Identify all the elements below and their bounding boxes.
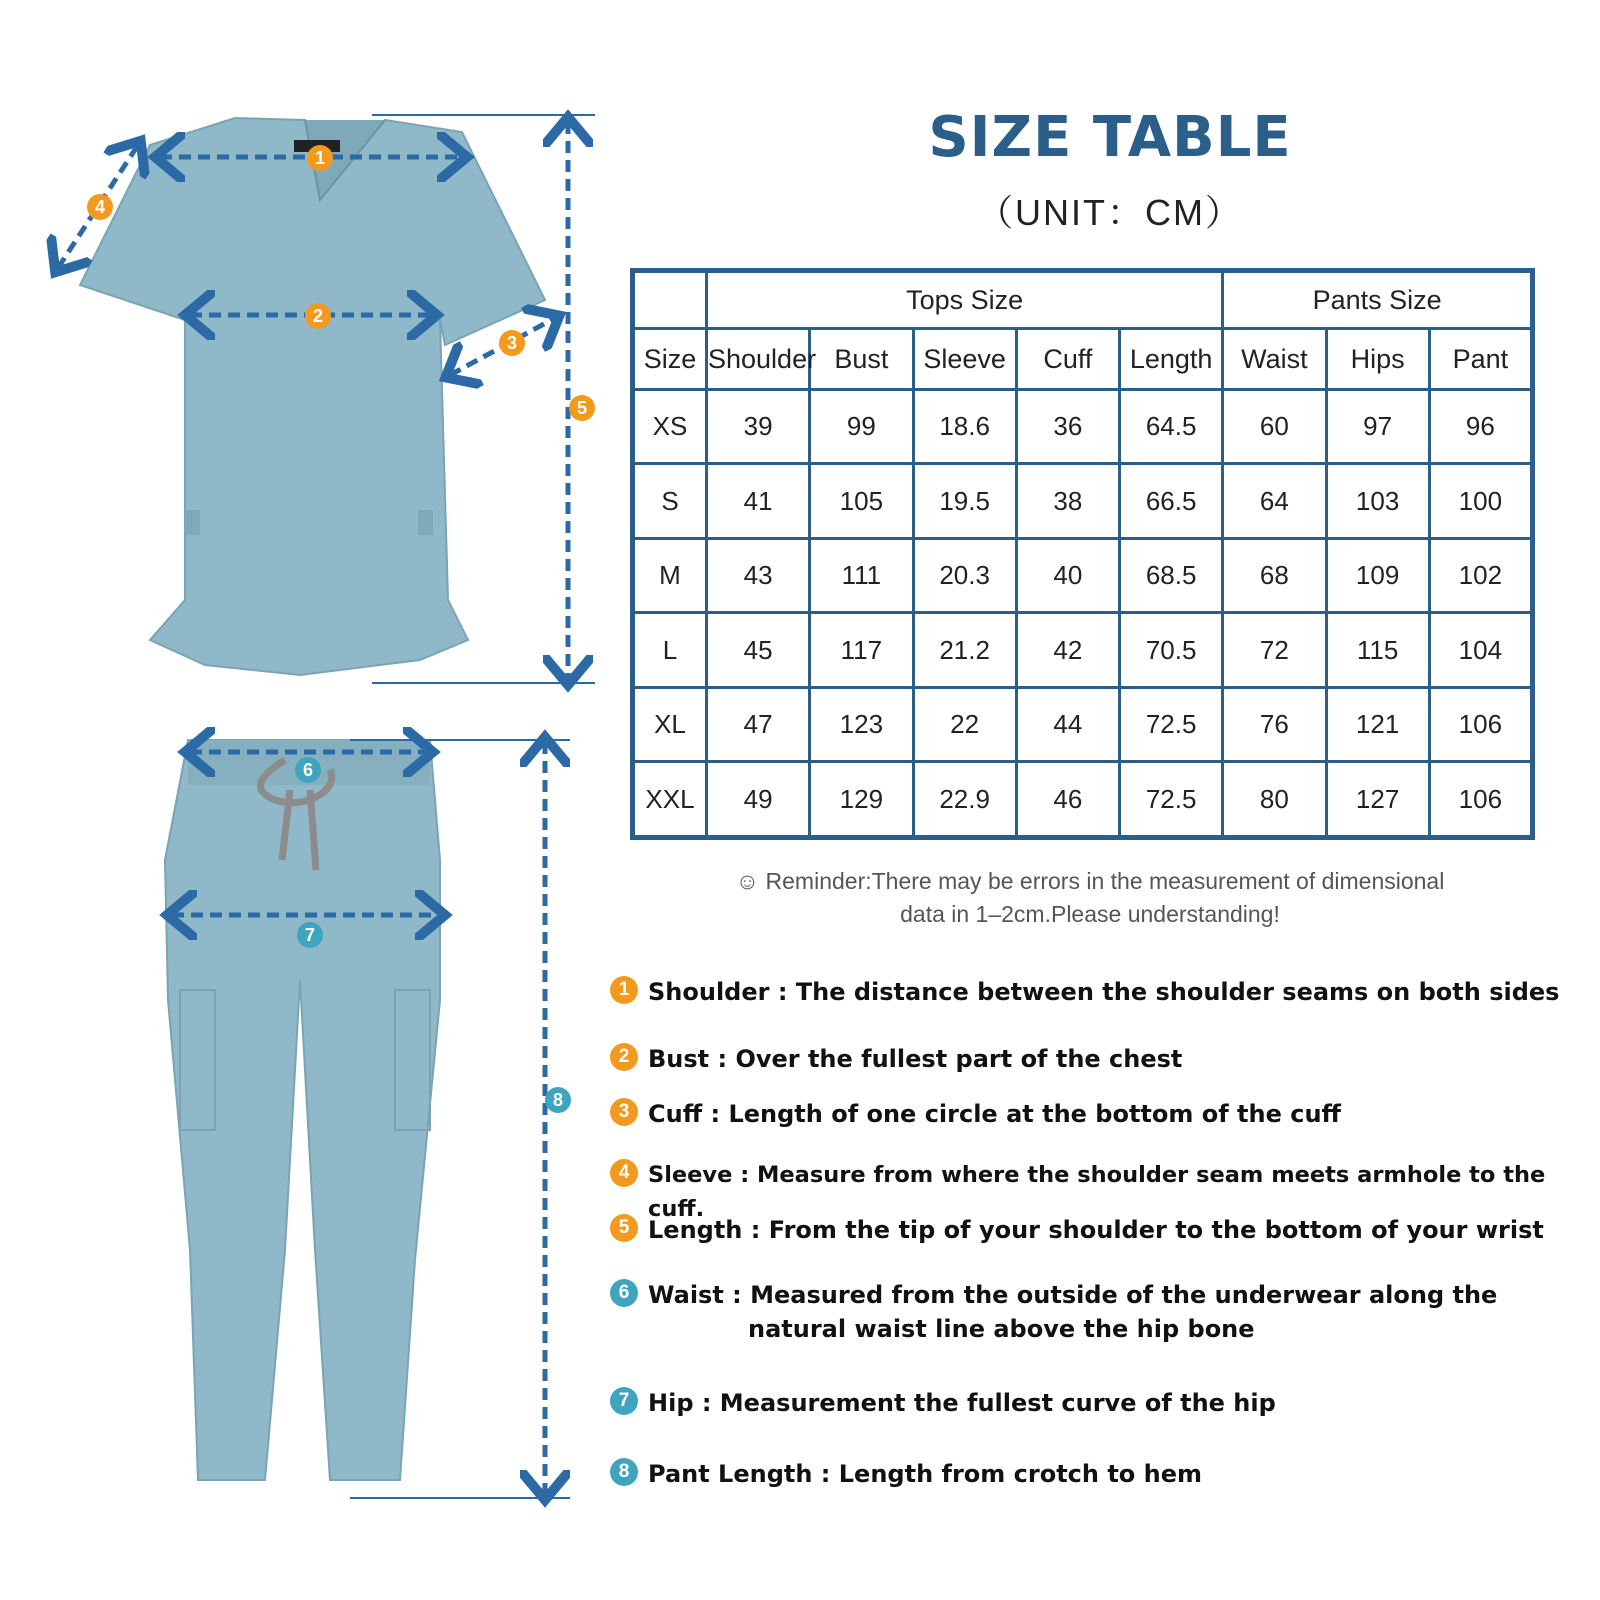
svg-text:8: 8 — [552, 1090, 564, 1110]
svg-text:6: 6 — [302, 760, 314, 780]
table-cell: 123 — [810, 687, 913, 761]
col-hips: Hips — [1326, 329, 1429, 390]
number-badge: 1 — [610, 976, 638, 1004]
garment-illustration — [0, 0, 620, 1600]
table-cell: 72 — [1223, 613, 1326, 687]
col-waist: Waist — [1223, 329, 1326, 390]
table-cell: 46 — [1016, 762, 1119, 838]
table-row — [633, 538, 1533, 612]
marker-3 — [499, 330, 525, 356]
marker-2 — [305, 303, 331, 329]
table-cell: 68 — [1223, 538, 1326, 612]
size-table — [630, 268, 1535, 840]
svg-text:7: 7 — [304, 925, 316, 945]
table-cell: 104 — [1429, 613, 1532, 687]
table-cell: 42 — [1016, 613, 1119, 687]
table-cell: 43 — [707, 538, 810, 612]
note-pant-length — [610, 1457, 1202, 1491]
number-badge: 2 — [610, 1043, 638, 1071]
number-badge: 4 — [610, 1159, 638, 1187]
marker-6 — [295, 757, 321, 783]
marker-7 — [297, 922, 323, 948]
note-text: Hip : Measurement the fullest curve of the hip — [648, 1389, 1276, 1417]
tops-size-header: Tops Size — [707, 271, 1223, 329]
table-cell: 22 — [913, 687, 1016, 761]
table-cell: 64 — [1223, 464, 1326, 538]
table-cell: 21.2 — [913, 613, 1016, 687]
table-cell: 106 — [1429, 687, 1532, 761]
table-cell: 20.3 — [913, 538, 1016, 612]
note-bust — [610, 1042, 1182, 1076]
table-cell: 36 — [1016, 390, 1119, 464]
column-header-row — [633, 329, 1533, 390]
reminder-note — [660, 865, 1520, 931]
note-text: Bust : Over the fullest part of the chest — [648, 1045, 1183, 1073]
table-cell: 97 — [1326, 390, 1429, 464]
table-cell: 18.6 — [913, 390, 1016, 464]
table-cell: 99 — [810, 390, 913, 464]
note-text: Shoulder : The distance between the shoulder seams on both sides — [648, 978, 1560, 1006]
table-row — [633, 464, 1533, 538]
table-cell: 106 — [1429, 762, 1532, 838]
col-pant: Pant — [1429, 329, 1532, 390]
table-cell: 100 — [1429, 464, 1532, 538]
reminder-line-2: data in 1–2cm.Please understanding! — [900, 901, 1280, 927]
table-cell: 68.5 — [1120, 538, 1223, 612]
table-cell: 105 — [810, 464, 913, 538]
table-cell: 129 — [810, 762, 913, 838]
table-cell: 76 — [1223, 687, 1326, 761]
table-cell: 70.5 — [1120, 613, 1223, 687]
scrub-top — [80, 118, 545, 675]
note-text: Length : From the tip of your shoulder to the bottom of your wrist — [648, 1216, 1544, 1244]
table-cell: M — [633, 538, 707, 612]
table-cell: 47 — [707, 687, 810, 761]
reminder-line-1: ☺ Reminder:There may be errors in the measurement of dimensional — [735, 868, 1445, 894]
table-cell: 45 — [707, 613, 810, 687]
svg-text:2: 2 — [312, 306, 324, 326]
table-row — [633, 390, 1533, 464]
note-text: Cuff : Length of one circle at the bottom of the cuff — [648, 1100, 1341, 1128]
table-cell: 39 — [707, 390, 810, 464]
table-row — [633, 613, 1533, 687]
note-shoulder — [610, 975, 1559, 1009]
table-cell: 117 — [810, 613, 913, 687]
col-bust: Bust — [810, 329, 913, 390]
table-cell: 60 — [1223, 390, 1326, 464]
group-blank-cell — [633, 271, 707, 329]
table-cell: 102 — [1429, 538, 1532, 612]
group-header-row — [633, 271, 1533, 329]
table-cell: 72.5 — [1120, 687, 1223, 761]
table-cell: S — [633, 464, 707, 538]
note-text — [648, 1278, 1497, 1346]
note-text-line2: natural waist line above the hip bone — [748, 1315, 1255, 1343]
table-cell: XS — [633, 390, 707, 464]
table-cell: 22.9 — [913, 762, 1016, 838]
table-cell: L — [633, 613, 707, 687]
col-shoulder: Shoulder — [707, 329, 810, 390]
note-text-line1: Waist : Measured from the outside of the underwear along the — [648, 1281, 1498, 1309]
note-text: Pant Length : Length from crotch to hem — [648, 1460, 1203, 1488]
note-text: Sleeve : Measure from where the shoulder seam meets armhole to the cuff. — [648, 1162, 1546, 1222]
number-badge: 7 — [610, 1387, 638, 1415]
col-sleeve: Sleeve — [913, 329, 1016, 390]
col-size: Size — [633, 329, 707, 390]
note-cuff — [610, 1097, 1341, 1131]
table-cell: 38 — [1016, 464, 1119, 538]
table-cell: 66.5 — [1120, 464, 1223, 538]
table-cell: 121 — [1326, 687, 1429, 761]
svg-text:4: 4 — [94, 197, 106, 217]
table-cell: XL — [633, 687, 707, 761]
table-cell: 127 — [1326, 762, 1429, 838]
number-badge: 8 — [610, 1458, 638, 1486]
svg-text:5: 5 — [576, 398, 588, 418]
note-hip — [610, 1386, 1276, 1420]
scrub-pants — [165, 740, 440, 1480]
table-row — [633, 687, 1533, 761]
marker-4 — [87, 194, 113, 220]
table-cell: 111 — [810, 538, 913, 612]
table-cell: 115 — [1326, 613, 1429, 687]
table-cell: 72.5 — [1120, 762, 1223, 838]
table-cell: 103 — [1326, 464, 1429, 538]
table-cell: 40 — [1016, 538, 1119, 612]
table-cell: 19.5 — [913, 464, 1016, 538]
col-length: Length — [1120, 329, 1223, 390]
page-title: SIZE TABLE — [928, 105, 1292, 170]
note-length — [610, 1213, 1544, 1247]
note-waist — [610, 1278, 1497, 1346]
table-cell: 96 — [1429, 390, 1532, 464]
table-cell: XXL — [633, 762, 707, 838]
table-cell: 64.5 — [1120, 390, 1223, 464]
table-cell: 49 — [707, 762, 810, 838]
number-badge: 6 — [610, 1279, 638, 1307]
unit-label: （UNIT：CM） — [977, 192, 1243, 233]
svg-text:1: 1 — [314, 148, 326, 168]
number-badge: 5 — [610, 1214, 638, 1242]
table-cell: 109 — [1326, 538, 1429, 612]
pants-size-header: Pants Size — [1223, 271, 1533, 329]
table-cell: 80 — [1223, 762, 1326, 838]
table-row — [633, 762, 1533, 838]
table-cell: 41 — [707, 464, 810, 538]
number-badge: 3 — [610, 1098, 638, 1126]
table-cell: 44 — [1016, 687, 1119, 761]
col-cuff: Cuff — [1016, 329, 1119, 390]
marker-5 — [569, 395, 595, 421]
marker-1 — [307, 145, 333, 171]
marker-8 — [545, 1087, 571, 1113]
svg-text:3: 3 — [506, 333, 518, 353]
